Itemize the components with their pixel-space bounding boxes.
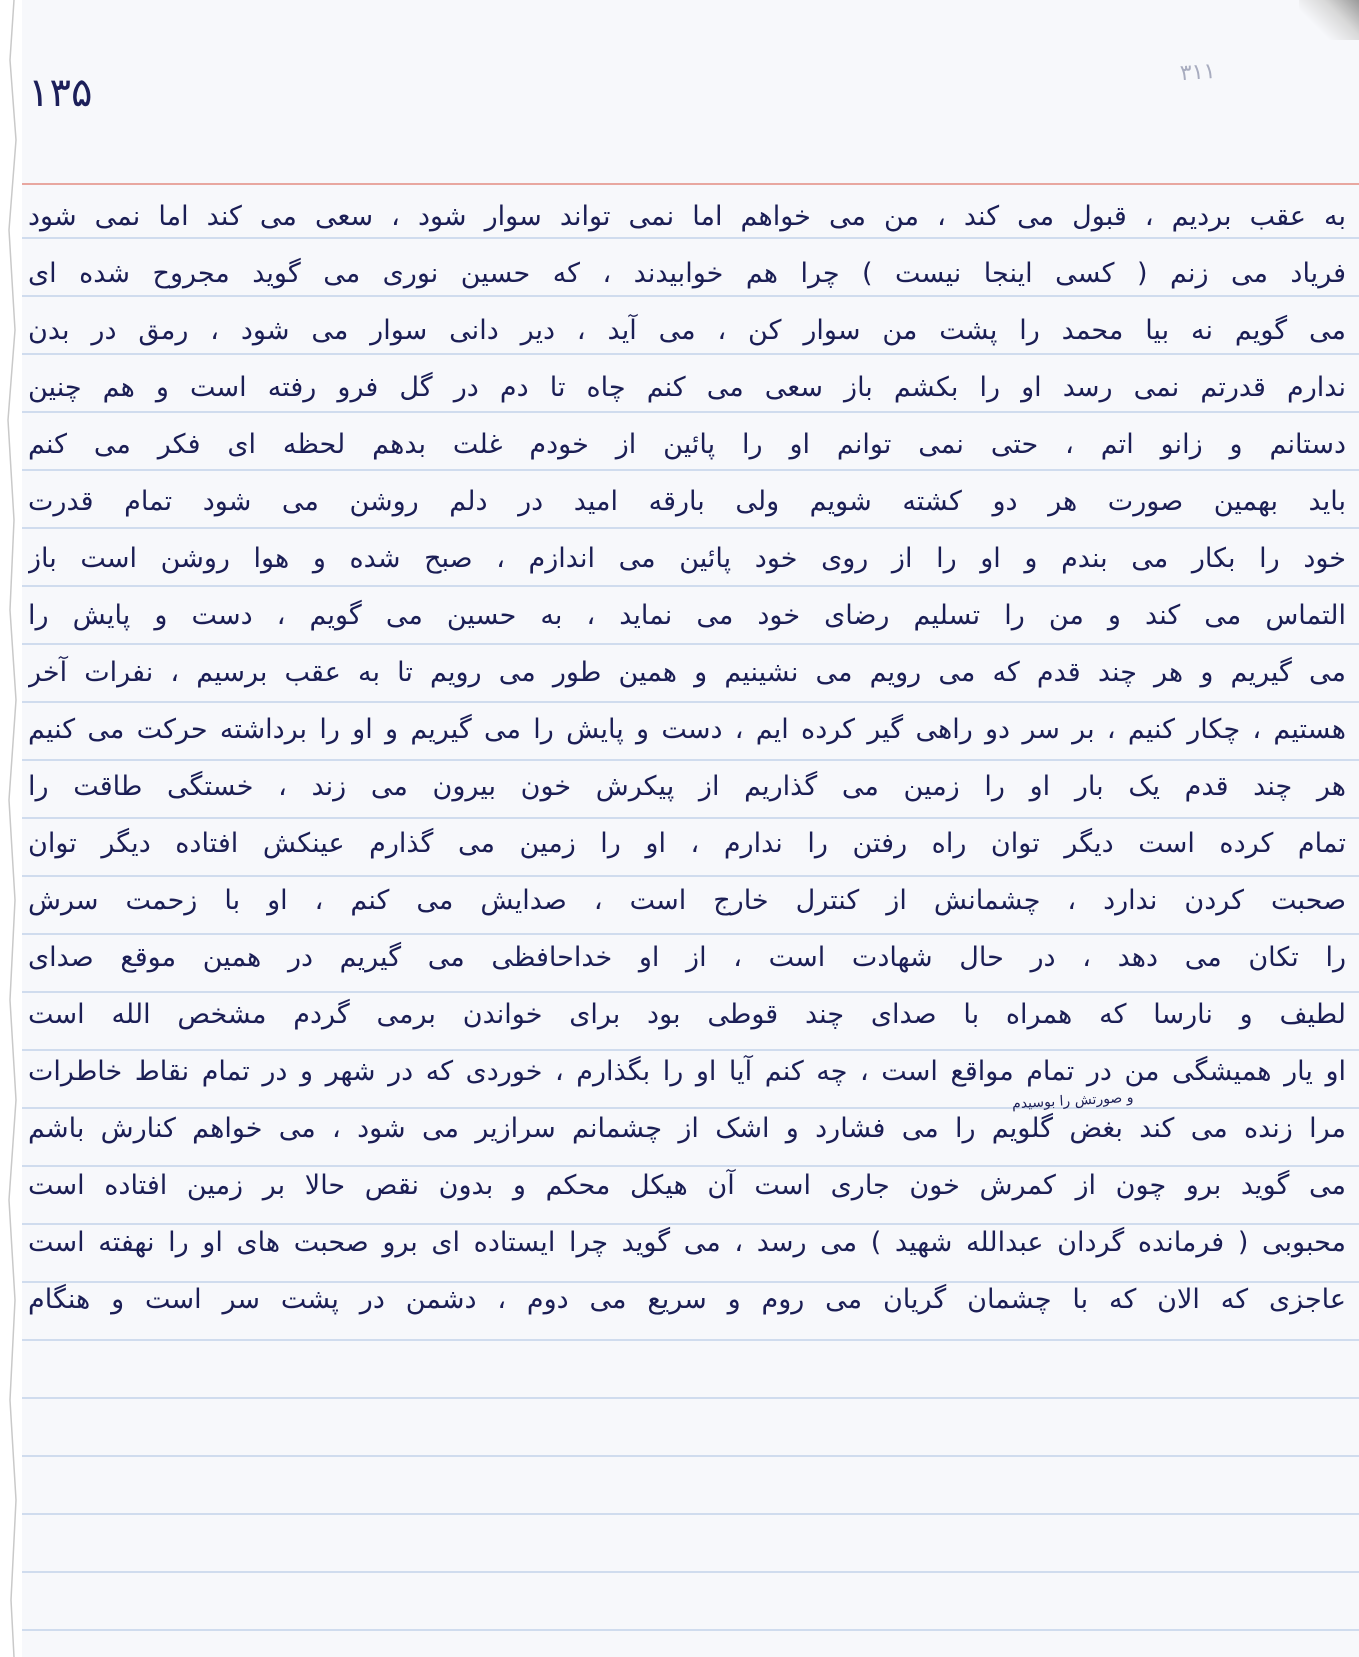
text-line: او یار همیشگی من در تمام مواقع است ، چه کنم آیا او را بگذارم ، خوردی که در شهر و در تمام نقاط خاطرات xyxy=(28,1056,1346,1087)
text-line: دستانم و زانو اتم ، حتی نمی توانم او را پائین از خودم غلت بدهم لحظه ای فکر می کنم xyxy=(28,429,1346,460)
text-line: خود را بکار می بندم و او را از روی خود پائین می اندازم ، صبح شده و هوا روشن است باز xyxy=(28,543,1346,574)
text-line: صحبت کردن ندارد ، چشمانش از کنترل خارج است ، صدایش می کنم ، او با زحمت سرش xyxy=(28,885,1346,916)
text-line: می گویم نه بیا محمد را پشت من سوار کن ، می آید ، دیر دانی سوار می شود ، رمق در بدن xyxy=(28,315,1346,346)
text-line: هر چند قدم یک بار او را زمین می گذاریم از پیکرش خون بیرون می زند ، خستگی طاقت را xyxy=(28,771,1346,802)
text-line: ندارم قدرتم نمی رسد او را بکشم باز سعی می کنم چاه تا دم در گل فرو رفته است و هم چنین xyxy=(28,372,1346,403)
text-line: باید بهمین صورت هر دو کشته شویم ولی بارقه امید در دلم روشن می شود تمام قدرت xyxy=(28,486,1346,517)
text-line: لطیف و نارسا که همراه با صدای چند قوطی بود برای خواندن برمی گردم مشخص الله است xyxy=(28,999,1346,1030)
interline-note: و صورتش را بوسیدم xyxy=(1011,1089,1134,1113)
text-line: به عقب بردیم ، قبول می کند ، من می خواهم اما نمی تواند سوار شود ، سعی می کند اما نمی شود xyxy=(28,201,1346,232)
page-number: ۱۳۵ xyxy=(28,70,93,116)
text-line: می گوید برو چون از کمرش خون جاری است آن هیکل محکم و بدون نقص حالا بر زمین افتاده است xyxy=(28,1170,1346,1201)
handwritten-text xyxy=(28,188,1346,1328)
text-line: عاجزی که الان که با چشمان گریان می روم و سریع می دوم ، دشمن در پشت سر است و هنگام xyxy=(28,1284,1346,1315)
page-corner-shadow xyxy=(1299,0,1359,40)
archive-number: ۳۱۱ xyxy=(1179,58,1217,87)
text-line: را تکان می دهد ، در حال شهادت است ، از او خداحافظی می گیریم در همین موقع صدای xyxy=(28,942,1346,973)
text-line: می گیریم و هر چند قدم که می رویم می نشینیم و همین طور می رویم تا به عقب برسیم ، نفرات آخر xyxy=(28,657,1346,688)
torn-left-edge xyxy=(0,0,22,1657)
text-line: مرا زنده می کند بغض گلویم را می فشارد و اشک از چشمانم سرازیر می شود ، می خواهم کنارش باشم xyxy=(28,1113,1346,1144)
text-line: فریاد می زنم ( کسی اینجا نیست ) چرا هم خوابیدند ، که حسین نوری می گوید مجروح شده ای xyxy=(28,258,1346,289)
text-line: هستیم ، چکار کنیم ، بر سر دو راهی گیر کرده ایم ، دست و پایش را می گیریم و او را برداشته حرکت می کنیم xyxy=(28,714,1346,745)
text-line: محبوبی ( فرمانده گردان عبدالله شهید ) می رسد ، می گوید چرا ایستاده ای برو صحبت های او را نهفته است xyxy=(28,1227,1346,1258)
text-line: تمام کرده است دیگر توان راه رفتن را ندارم ، او را زمین می گذارم عینکش افتاده دیگر توان xyxy=(28,828,1346,859)
text-line: التماس می کند و من را تسلیم رضای خود می نماید ، به حسین می گویم ، دست و پایش را xyxy=(28,600,1346,631)
